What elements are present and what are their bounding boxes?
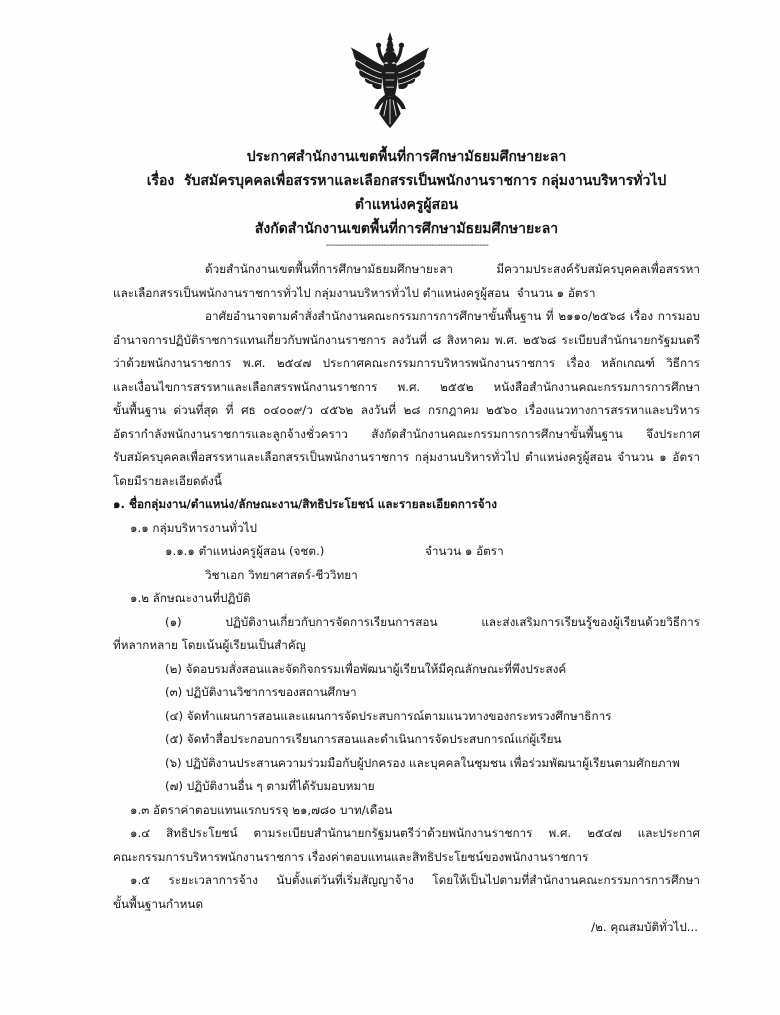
authority-line: รับสมัครบุคคลเพื่อสรรหาและเลือกสรรเป็นพนักงานราชการ กลุ่มงานบริหารทั่วไป ตำแหน่งครูผู้สอน จำนวน ๑ อัตรา xyxy=(113,450,700,464)
announcement-affiliation: สังกัดสำนักงานเขตพื้นที่การศึกษามัธยมศึกษายะลา xyxy=(254,221,559,237)
announcement-position: ตำแหน่งครูผู้สอน xyxy=(354,197,459,213)
authority-line: อาศัยอำนาจตามคำสั่งสำนักงานคณะกรรมการการศึกษาขั้นพื้นฐาน ที่ ๒๑๑๐/๒๕๖๘ เรื่อง การมอบ xyxy=(205,309,700,323)
duty-item-continued: ที่หลากหลาย โดยเน้นผู้เรียนเป็นสำคัญ xyxy=(113,638,306,652)
announcement-title: ประกาศสำนักงานเขตพื้นที่การศึกษามัธยมศึกษายะลา xyxy=(246,149,567,165)
section-1-heading: ๑. ชื่อกลุ่มงาน/ตำแหน่ง/ลักษณะงาน/สิทธิประโยชน์ และรายละเอียดการจ้าง xyxy=(113,497,497,511)
term-line: ๑.๕ ระยะเวลาการจ้าง นับตั้งแต่วันที่เริ่มสัญญาจ้าง โดยให้เป็นไปตามที่สำนักงานคณะกรรมการการศึกษา xyxy=(130,873,700,887)
duty-item: (๖) ปฏิบัติงานประสานความร่วมมือกับผู้ปกครอง และบุคคลในชุมชน เพื่อร่วมพัฒนาผู้เรียนตามศักยภาพ xyxy=(165,755,680,770)
header-separator: ------------------------------------------------------ xyxy=(325,240,489,251)
announcement-subject: เรื่อง รับสมัครบุคคลเพื่อสรรหาและเลือกสรรเป็นพนักงานราชการ กลุ่มงานบริหารทั่วไป xyxy=(146,173,667,189)
benefits-line: ๑.๔ สิทธิประโยชน์ ตามระเบียบสำนักนายกรัฐมนตรีว่าด้วยพนักงานราชการ พ.ศ. ๒๕๔๗ และประกาศ xyxy=(130,826,700,840)
salary-line: ๑.๓ อัตราค่าตอบแทนแรกบรรจุ ๒๑,๗๘๐ บาท/เดือน xyxy=(130,802,393,817)
emblem-hand-right xyxy=(399,43,404,48)
authority-line: โดยมีรายละเอียดดังนี้ xyxy=(113,473,222,488)
duty-item: (๑) ปฏิบัติงานเกี่ยวกับการจัดการเรียนการสอน และส่งเสริมการเรียนรู้ของผู้เรียนด้วยวิธีการ xyxy=(165,614,700,629)
position-title: ๑.๑.๑ ตำแหน่งครูผู้สอน (จชต.) xyxy=(165,544,325,558)
document-body xyxy=(113,258,700,940)
authority-line: และเงื่อนไขการสรรหาและเลือกสรรพนักงานราชการ พ.ศ. ๒๕๕๒ หนังสือสำนักงานคณะกรรมการการศึกษา xyxy=(113,379,700,394)
continuation-note: /๒. คุณสมบัติทั่วไป... xyxy=(591,920,698,934)
duty-item: (๕) จัดทำสื่อประกอบการเรียนการสอนและดำเนินการจัดประสบการณ์แก่ผู้เรียน xyxy=(165,732,562,746)
purpose-line: ด้วยสำนักงานเขตพื้นที่การศึกษามัธยมศึกษายะลา มีความประสงค์รับสมัครบุคคลเพื่อสรรหา xyxy=(205,262,700,276)
duty-item: (๔) จัดทำแผนการสอนและแผนการจัดประสบการณ์ตามแนวทางของกระทรวงศึกษาธิการ xyxy=(165,708,612,723)
duty-item: (๓) ปฏิบัติงานวิชาการของสถานศึกษา xyxy=(165,685,357,699)
position-major: วิชาเอก วิทยาศาสตร์-ชีววิทยา xyxy=(205,567,358,582)
duties-heading: ๑.๒ ลักษณะงานที่ปฏิบัติ xyxy=(130,591,251,605)
authority-line: อำนาจการปฏิบัติราชการแทนเกี่ยวกับพนักงานราชการ ลงวันที่ ๘ สิงหาคม พ.ศ. ๒๕๖๘ ระเบียบสำนักนายกรัฐมนตรี xyxy=(113,332,700,347)
duty-item: (๒) จัดอบรมสั่งสอนและจัดกิจกรรมเพื่อพัฒนาผู้เรียนให้มีคุณลักษณะที่พึงประสงค์ xyxy=(165,661,567,676)
announcement-header xyxy=(113,145,700,241)
emblem-hand-left xyxy=(376,43,381,48)
benefits-line: คณะกรรมการบริหารพนักงานราชการ เรื่องค่าตอบแทนและสิทธิประโยชน์ของพนักงานราชการ xyxy=(113,849,589,864)
term-line: ขั้นพื้นฐานกำหนด xyxy=(113,896,204,911)
authority-line: ขั้นพื้นฐาน ด่วนที่สุด ที่ ศธ ๐๔๐๐๙/ว ๔๕๖๒ ลงวันที่ ๒๘ กรกฎาคม ๒๕๖๐ เรื่องแนวทางการสรรหาและบริหาร xyxy=(113,403,700,417)
purpose-line: และเลือกสรรเป็นพนักงานราชการทั่วไป กลุ่มงานบริหารทั่วไป ตำแหน่งครูผู้สอน จำนวน ๑ อัตรา xyxy=(113,285,596,300)
authority-line: อัตรากำลังพนักงานราชการและลูกจ้างชั่วคราว สังกัดสำนักงานคณะกรรมการการศึกษาขั้นพื้นฐาน จึงประกาศ xyxy=(113,426,700,441)
section-1-1-group: ๑.๑ กลุ่มบริหารงานทั่วไป xyxy=(130,520,257,535)
garuda-emblem xyxy=(349,32,431,128)
authority-line: ว่าด้วยพนักงานราชการ พ.ศ. ๒๕๔๗ ประกาศคณะกรรมการบริหารพนักงานราชการ เรื่อง หลักเกณฑ์ วิธีการ xyxy=(113,356,700,370)
position-count: จำนวน ๑ อัตรา xyxy=(425,544,504,558)
emblem-crown xyxy=(385,32,394,51)
position-row xyxy=(113,540,700,564)
duty-item: (๗) ปฏิบัติงานอื่น ๆ ตามที่ได้รับมอบหมาย xyxy=(165,779,375,793)
